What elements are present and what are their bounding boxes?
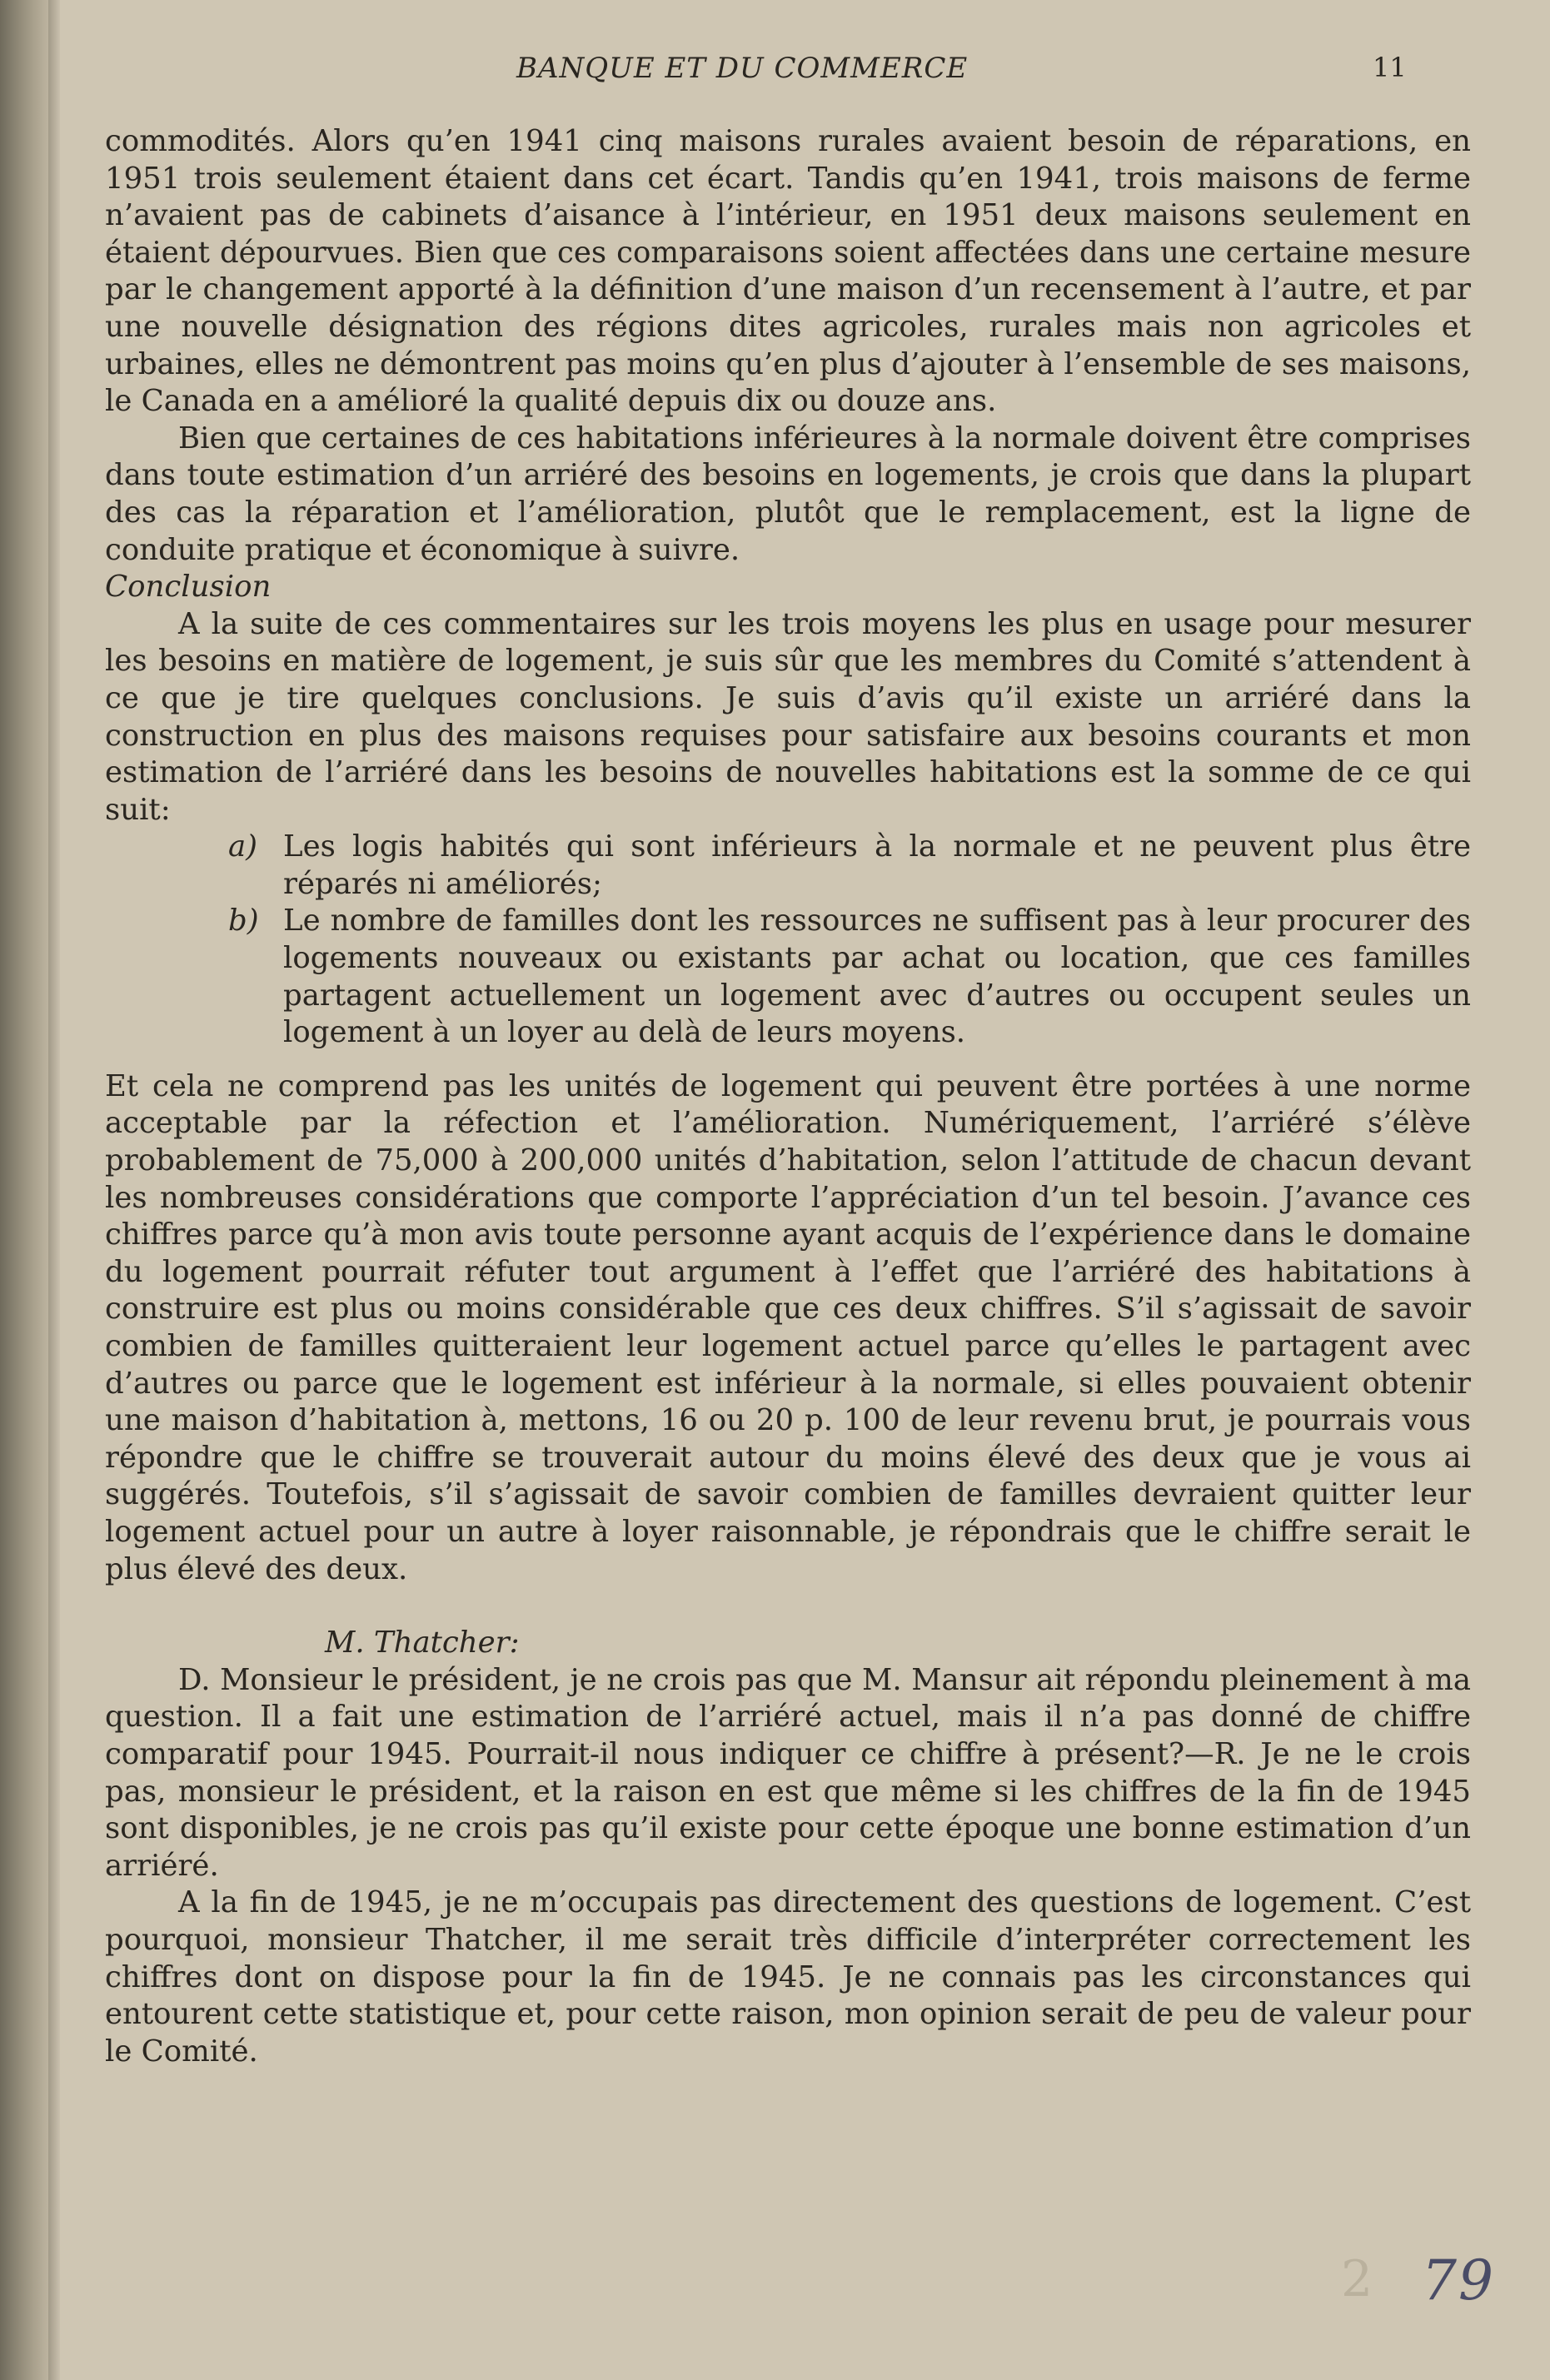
- gutter-shadow: [48, 0, 60, 2380]
- paragraph: Bien que certaines de ces habitations inférieures à la normale doivent être comprises dans toute estimation d’un arriéré des besoins en logements, je crois que dans la plupart des cas la réparation et l’amélioration, plutôt que le remplacement, est la ligne de conduite pratique et économique à suivre.: [105, 421, 1471, 567]
- list-item-label: b): [228, 904, 259, 939]
- paragraph: Et cela ne comprend pas les unités de logement qui peuvent être portées à une norme acceptable par la réfection et l’amélioration. Numériquement, l’arriéré s’élève probablement de 75,000 à 200,000 unités d’habitation, selon l’attitude de chacun devant les nombreuses considérations que comporte l’appréciation d’un tel besoin. J’avance ces chiffres parce qu’à mon avis toute personne ayant acquis de l’expérience dans le domaine du logement pourrait réfuter tout argument à l’effet que l’arriéré des habitations à construire est plus ou moins considérable que ces deux chiffres. S’il s’agissait de savoir combien de familles quitteraient leur logement actuel parce qu’elles le partagent avec d’autres ou parce que le logement est inférieur à la normale, si elles pouvaient obtenir une maison d’habitation à, mettons, 16 ou 20 p. 100 de leur revenu brut, je pourrais vous répondre que le chiffre se trouverait autour du moins élevé des deux que je vous ai suggérés. Toutefois, s’il s’agissait de savoir combien de familles devraient quitter leur logement actuel pour un autre à loyer raisonnable, je répondrais que le chiffre serait le plus élevé des deux.: [105, 1068, 1471, 1586]
- paragraph-question: D. Monsieur le président, je ne crois pas que M. Mansur ait répondu pleinement à ma question. Il a fait une estimation de l’arriéré actuel, mais il n’a pas donné de chiffre comparatif pour 1945. Pourrait-il nous indiquer ce chiffre à présent?—R. Je ne le crois pas, monsieur le président, et la raison en est que même si les chiffres de la fin de 1945 sont disponibles, je ne crois pas qu’il existe pour cette époque une bonne estimation d’un arriéré.: [105, 1662, 1471, 1883]
- paragraph: A la fin de 1945, je ne m’occupais pas directement des questions de logement. C’est pourquoi, monsieur Thatcher, il me serait très difficile d’interpréter correctement les chiffres dont on dispose pour la fin de 1945. Je ne connais pas les circonstances qui entourent cette statistique et, pour cette raison, mon opinion serait de peu de valeur pour le Comité.: [105, 1885, 1471, 2069]
- enumerated-list: [105, 829, 1471, 1052]
- paragraph: A la suite de ces commentaires sur les trois moyens les plus en usage pour mesurer les besoins en matière de logement, je suis sûr que les membres du Comité s’attendent à ce que je tire quelques conclusions. Je suis d’avis qu’il existe un arriéré dans la construction en plus des maisons requises pour satisfaire aux besoins courants et mon estimation de l’arriéré dans les besoins de nouvelles habitations est la somme de ce qui suit:: [105, 606, 1471, 827]
- ghost-stamp: 2: [1341, 2250, 1373, 2308]
- list-item: [105, 903, 1471, 1051]
- list-item-text: Les logis habités qui sont inférieurs à la normale et ne peuvent plus être réparés ni améliorés;: [283, 829, 1471, 901]
- list-item-text: Le nombre de familles dont les ressources ne suffisent pas à leur procurer des logements nouveaux ou existants par achat ou location, que ces familles partagent actuellement un logement avec d’autres ou occupent seules un logement à un loyer au delà de leurs moyens.: [283, 904, 1471, 1050]
- list-item-label: a): [228, 829, 258, 864]
- document-page: [60, 0, 1550, 2380]
- running-title: BANQUE ET DU COMMERCE: [516, 52, 969, 85]
- page-number: 11: [1373, 52, 1407, 83]
- running-head: [60, 52, 1550, 85]
- speaker-label: M. Thatcher:: [325, 1626, 520, 1661]
- book-spine-shadow: [0, 0, 48, 2380]
- section-heading-conclusion: Conclusion: [105, 570, 272, 605]
- folio-stamp: 79: [1422, 2248, 1495, 2313]
- spacer: [105, 1588, 1471, 1625]
- list-item: [105, 829, 1471, 903]
- spacer: [105, 1052, 1471, 1068]
- body-text: [105, 123, 1471, 2070]
- paragraph-continuation: commodités. Alors qu’en 1941 cinq maisons rurales avaient besoin de réparations, en 1951 trois seulement étaient dans cet écart. Tandis qu’en 1941, trois maisons de ferme n’avaient pas de cabinets d’aisance à l’intérieur, en 1951 deux maisons seulement en étaient dépourvues. Bien que ces comparaisons soient affectées dans une certaine mesure par le changement apporté à la définition d’une maison d’un recensement à l’autre, et par une nouvelle désignation des régions dites agricoles, rurales mais non agricoles et urbaines, elles ne démontrent pas moins qu’en plus d’ajouter à l’ensemble de ses maisons, le Canada en a amélioré la qualité depuis dix ou douze ans.: [105, 124, 1471, 419]
